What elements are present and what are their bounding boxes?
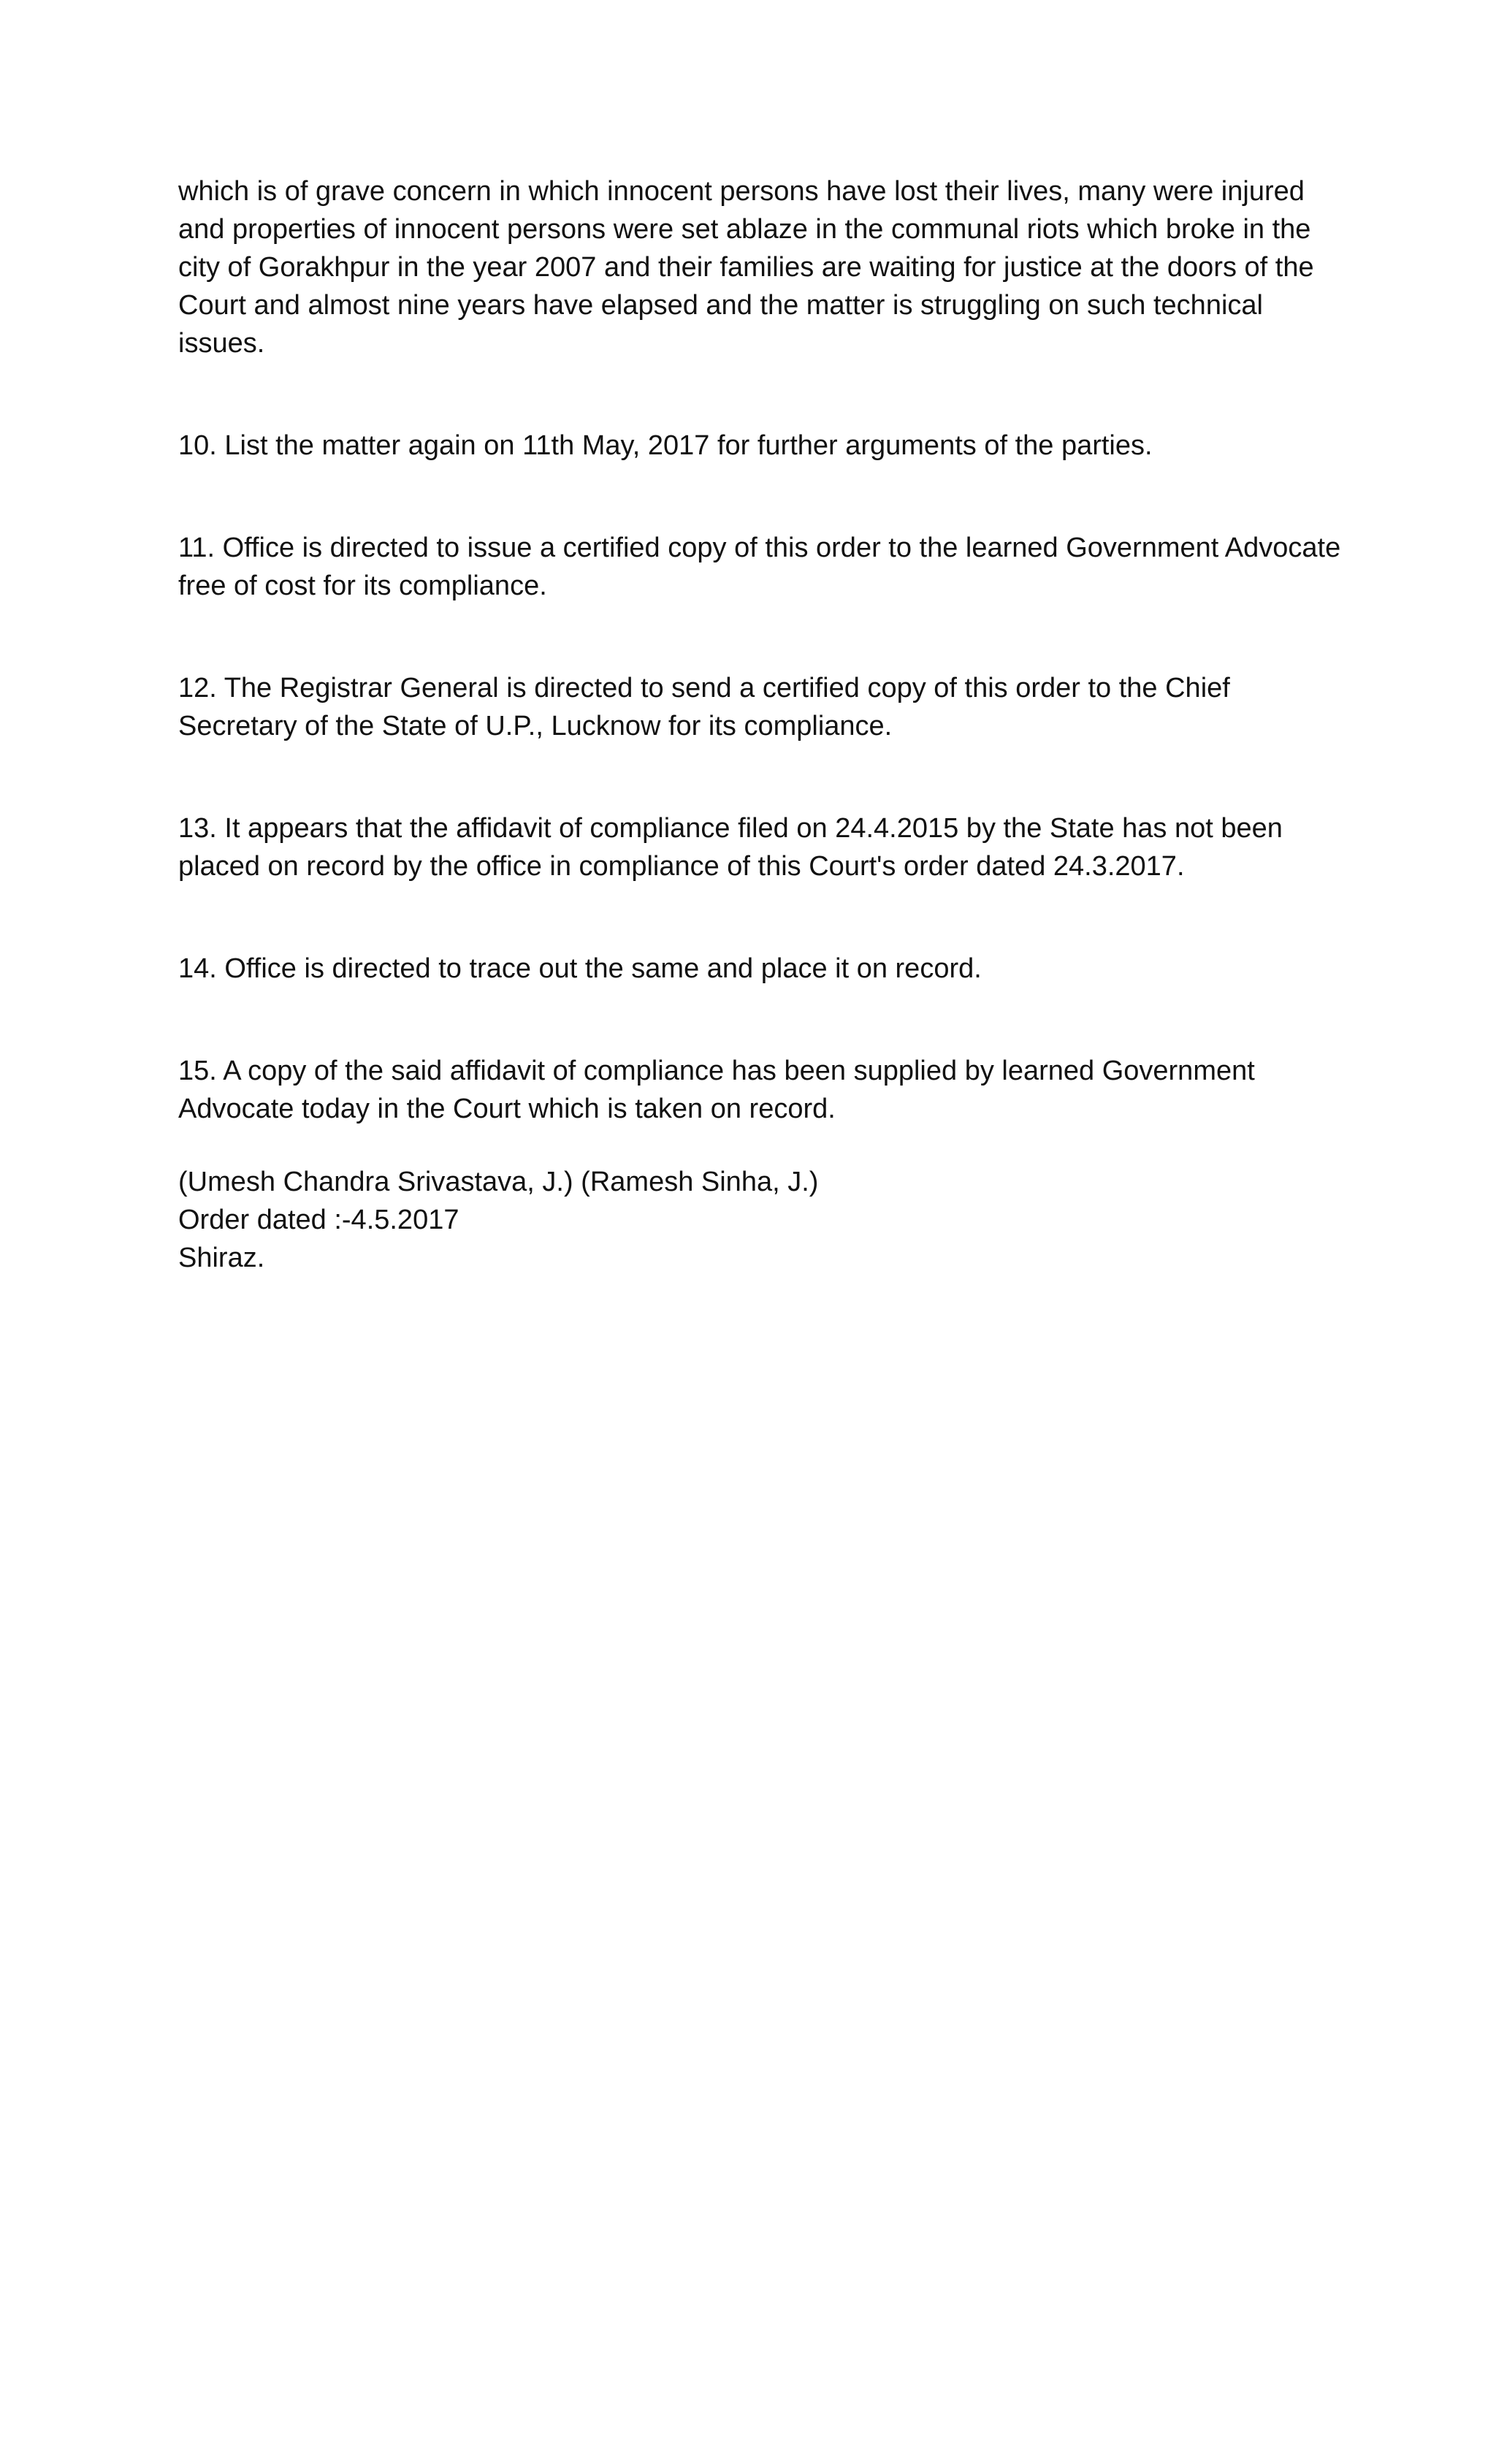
paragraph-14: 14. Office is directed to trace out the same and place it on record. bbox=[178, 953, 982, 984]
paragraph-10: 10. List the matter again on 11th May, 2017 for further arguments of the parties. bbox=[178, 430, 1153, 461]
paragraph-12: 12. The Registrar General is directed to send a certified copy of this order to the Chief Secretary of the State of U.P., Lucknow for its compliance. bbox=[178, 673, 1230, 741]
signature-block bbox=[178, 1163, 1347, 1277]
paragraph-15: 15. A copy of the said affidavit of compliance has been supplied by learned Government Advocate today in the Court which is taken on record. bbox=[178, 1056, 1255, 1124]
document-body bbox=[178, 172, 1347, 1277]
paragraph-13: 13. It appears that the affidavit of compliance filed on 24.4.2015 by the State has not been placed on record by the office in compliance of this Court's order dated 24.3.2017. bbox=[178, 813, 1283, 882]
clerk-initials: Shiraz. bbox=[178, 1243, 265, 1273]
order-date: Order dated :-4.5.2017 bbox=[178, 1205, 459, 1235]
judges-signature: (Umesh Chandra Srivastava, J.) (Ramesh Sinha, J.) bbox=[178, 1167, 819, 1197]
paragraph-continuation: which is of grave concern in which innocent persons have lost their lives, many were injured and properties of innocent persons were set ablaze in the communal riots which broke in the city of Gorakhpur in the year 2007 and their families are waiting for justice at the doors of the Court and almost nine years have elapsed and the matter is struggling on such technical issues. bbox=[178, 176, 1314, 359]
paragraph-11: 11. Office is directed to issue a certified copy of this order to the learned Government Advocate free of cost for its compliance. bbox=[178, 533, 1341, 601]
